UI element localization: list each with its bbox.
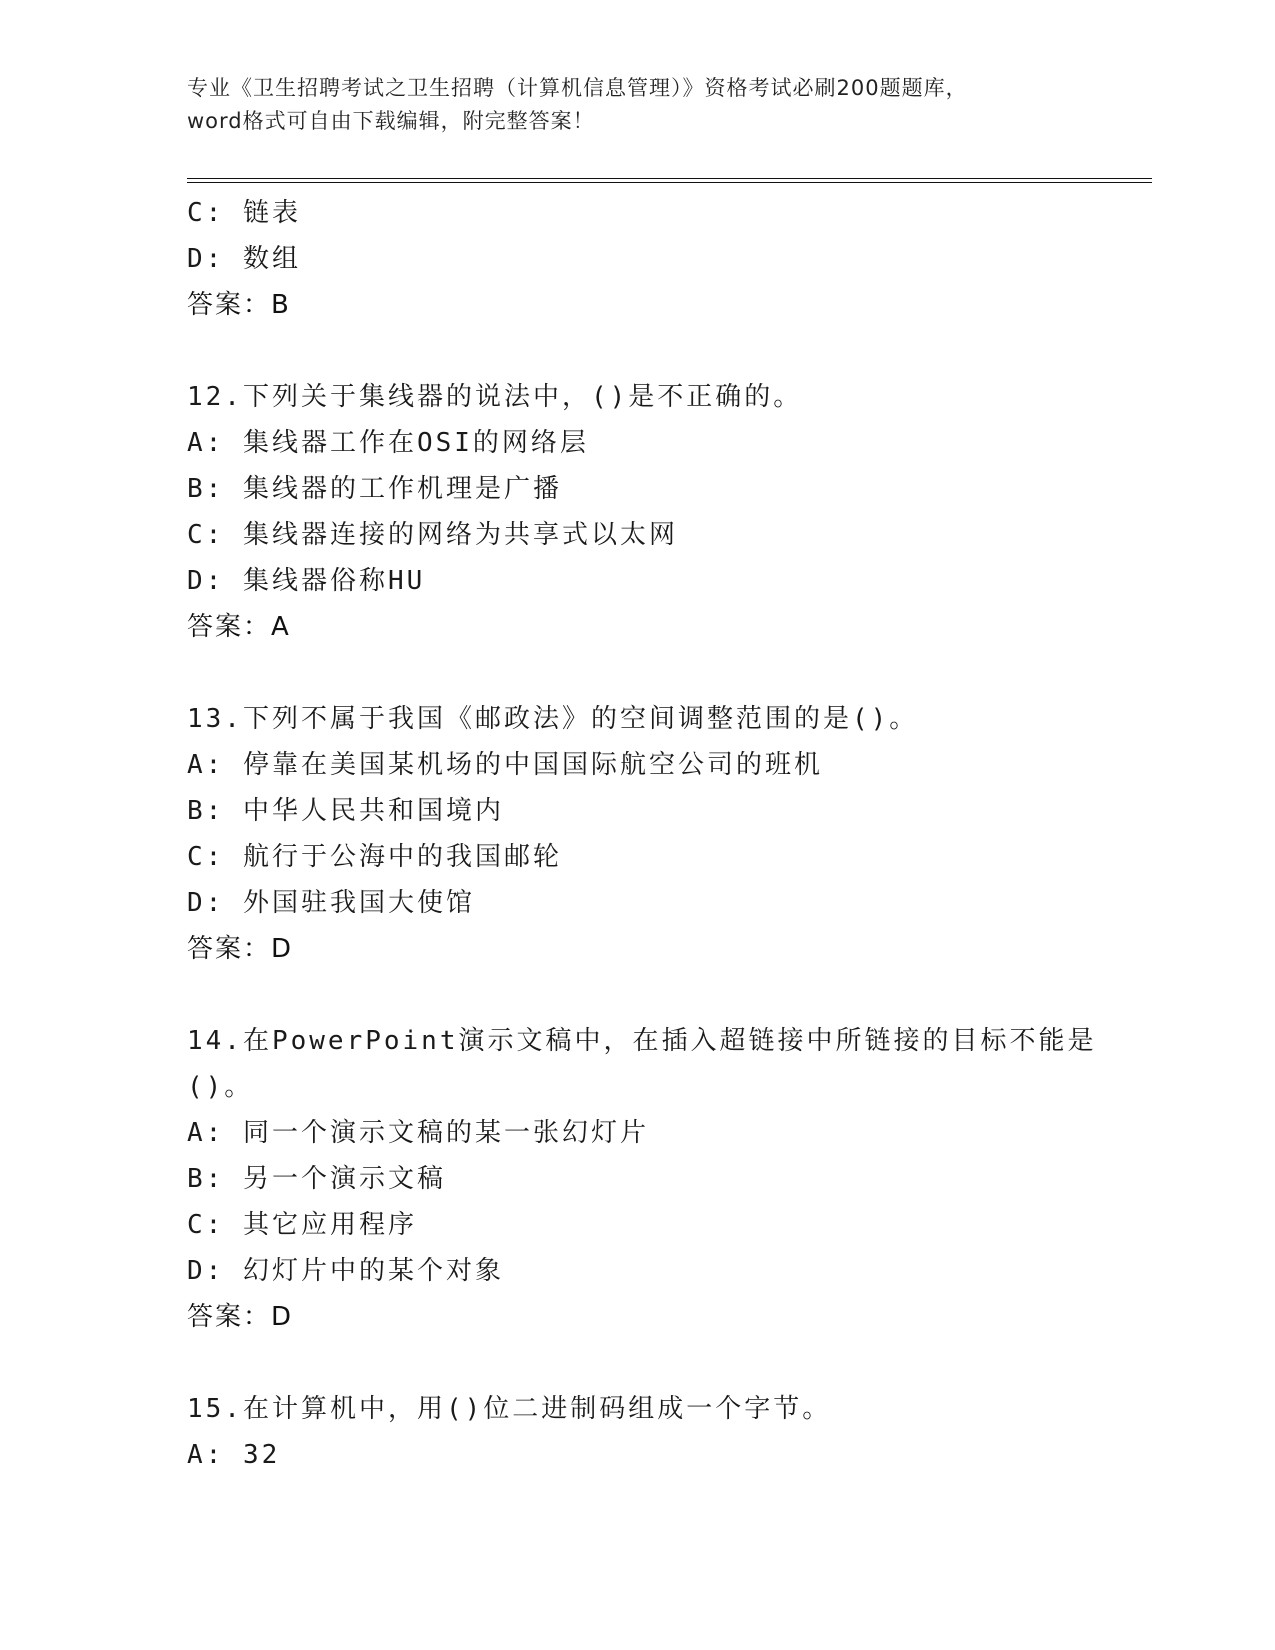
previous-question-tail [187,190,1087,328]
option-d: D: 数组 [187,244,301,274]
option-d: D: 外国驻我国大使馆 [187,888,475,918]
question-13 [187,696,1087,972]
option-a: A: 32 [187,1440,281,1470]
document-header [187,72,1087,138]
option-c: C: 航行于公海中的我国邮轮 [187,842,562,872]
option-d: D: 幻灯片中的某个对象 [187,1256,504,1286]
spacer [187,328,1087,374]
header-line-2: word格式可自由下载编辑，附完整答案！ [187,109,595,133]
option-c: C: 链表 [187,198,301,228]
answer-line: 答案：B [187,290,291,320]
question-14 [187,1018,1097,1340]
option-a: A: 停靠在美国某机场的中国国际航空公司的班机 [187,750,823,780]
spacer [187,972,1087,1018]
answer-line: 答案：D [187,1302,294,1332]
question-stem-continuation: ()。 [187,1072,254,1102]
option-a: A: 同一个演示文稿的某一张幻灯片 [187,1118,649,1148]
question-stem: 12.下列关于集线器的说法中，()是不正确的。 [187,382,803,412]
answer-line: 答案：D [187,934,294,964]
header-divider [187,178,1152,183]
spacer [187,650,1087,696]
answer-line: 答案：A [187,612,291,642]
option-c: C: 其它应用程序 [187,1210,417,1240]
option-b: B: 中华人民共和国境内 [187,796,504,826]
question-stem: 14.在PowerPoint演示文稿中，在插入超链接中所链接的目标不能是 [187,1026,1097,1056]
question-stem: 13.下列不属于我国《邮政法》的空间调整范围的是()。 [187,704,919,734]
question-stem: 15.在计算机中，用()位二进制码组成一个字节。 [187,1394,832,1424]
option-a: A: 集线器工作在OSI的网络层 [187,428,589,458]
question-15 [187,1386,1087,1478]
header-line-1: 专业《卫生招聘考试之卫生招聘（计算机信息管理）》资格考试必刷200题题库， [187,76,968,100]
option-d: D: 集线器俗称HU [187,566,426,596]
question-list [187,190,1097,1478]
option-b: B: 集线器的工作机理是广播 [187,474,562,504]
option-b: B: 另一个演示文稿 [187,1164,446,1194]
option-c: C: 集线器连接的网络为共享式以太网 [187,520,678,550]
spacer [187,1340,1087,1386]
question-12 [187,374,1087,650]
